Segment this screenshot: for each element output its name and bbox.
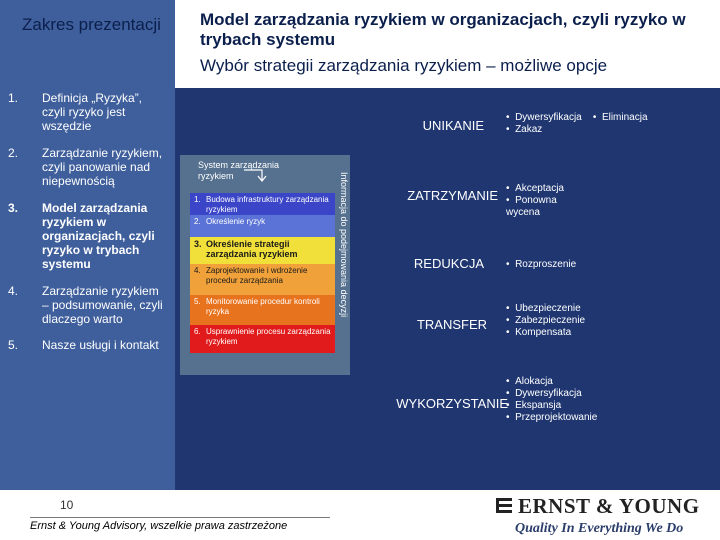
agenda-number: 5.	[8, 338, 19, 352]
vertical-label	[333, 170, 353, 370]
step-number: 2.	[194, 217, 201, 226]
step-text: Monitorowanie procedur kontroli ryzyka	[206, 297, 320, 316]
bullet: • Kompensata	[506, 327, 626, 339]
option-zatrzymanie-bullets	[506, 183, 606, 219]
agenda-number: 1.	[8, 91, 19, 105]
agenda-item-4[interactable]	[0, 284, 175, 329]
agenda-number: 4.	[8, 284, 19, 298]
bullet: • Zabezpieczenie	[506, 315, 626, 327]
footer-divider	[30, 517, 330, 518]
slide-title: Model zarządzania ryzykiem w organizacjach, czyli ryzyko w trybach systemu	[200, 10, 686, 49]
agenda-text: Zarządzanie ryzykiem – podsumowanie, czyli dlaczego warto	[42, 284, 163, 326]
step-text: Zaprojektowanie i wdrożenie procedur zarządzania	[206, 266, 308, 285]
sidebar-title: Zakres prezentacji	[22, 15, 161, 34]
step-number: 4.	[194, 266, 201, 275]
agenda-item-2[interactable]	[0, 146, 175, 191]
page-number: 10	[60, 498, 74, 512]
option-unikanie: UNIKANIE	[422, 118, 484, 133]
agenda-text: Nasze usługi i kontakt	[42, 338, 159, 352]
agenda-item-5[interactable]	[0, 338, 175, 354]
option-redukcja: REDUKCJA	[413, 256, 484, 271]
bullet: • Rozproszenie	[506, 259, 626, 271]
agenda-text: Definicja „Ryzyka”, czyli ryzyko jest wszędzie	[42, 91, 143, 133]
step-1	[190, 193, 335, 215]
arrow-down-icon	[240, 168, 270, 184]
agenda-text: Zarządzanie ryzykiem, czyli panowanie nad niepewnością	[42, 146, 163, 188]
bullet: • Ekspansja	[506, 400, 646, 412]
bullet: • Akceptacja	[506, 183, 606, 195]
bullet: • Przeprojektowanie	[506, 412, 646, 424]
option-redukcja-bullets	[506, 259, 626, 271]
bullet: • Alokacja	[506, 376, 646, 388]
step-3	[190, 237, 335, 264]
agenda-item-1[interactable]	[0, 91, 175, 136]
step-text: Określenie ryzyk	[206, 217, 266, 226]
bullet: • Dywersyfikacja	[506, 388, 646, 400]
bullet: • Zakaz	[506, 124, 706, 136]
step-text: Usprawnienie procesu zarządzania ryzykiem	[206, 327, 331, 346]
step-number: 5.	[194, 297, 201, 306]
step-text: Budowa infrastruktury zarządzania ryzykiem	[206, 195, 329, 214]
option-transfer-bullets	[506, 303, 626, 339]
agenda-item-3[interactable]	[0, 201, 175, 273]
option-wykorzystanie-bullets	[506, 376, 646, 424]
bullet: • Ubezpieczenie	[506, 303, 626, 315]
logo-name: ERNST & YOUNG	[518, 494, 700, 518]
option-unikanie-bullets	[506, 112, 706, 136]
agenda-number: 2.	[8, 146, 19, 160]
agenda-number: 3.	[8, 201, 19, 215]
bullet: • Ponowna wycena	[506, 195, 576, 219]
option-transfer: TRANSFER	[416, 317, 487, 332]
option-zatrzymanie: ZATRZYMANIE	[407, 188, 498, 203]
step-number: 3.	[194, 239, 202, 249]
logo-mark-icon	[494, 496, 516, 516]
system-title: System zarządzania ryzykiem	[198, 160, 280, 181]
step-6	[190, 325, 335, 353]
step-number: 1.	[194, 195, 201, 204]
footer-copyright: Ernst & Young Advisory, wszelkie prawa zastrzeżone	[30, 520, 288, 532]
option-wykorzystanie: WYKORZYSTANIE	[396, 396, 508, 411]
step-number: 6.	[194, 327, 201, 336]
step-2	[190, 215, 335, 237]
agenda-text: Model zarządzania ryzykiem w organizacjach, czyli ryzyko w trybach systemu	[42, 201, 155, 271]
step-4	[190, 264, 335, 295]
slide-subtitle: Wybór strategii zarządzania ryzykiem – możliwe opcje	[200, 56, 608, 75]
step-text: Określenie strategii zarządzania ryzykiem	[206, 239, 298, 259]
logo-tagline: Quality In Everything We Do	[515, 521, 684, 536]
bullet: • Eliminacja	[593, 112, 648, 123]
bullet: • Dywersyfikacja	[506, 112, 582, 123]
decision-info-label: Informacja do podejmowania decyzji	[339, 172, 349, 318]
step-5	[190, 295, 335, 325]
